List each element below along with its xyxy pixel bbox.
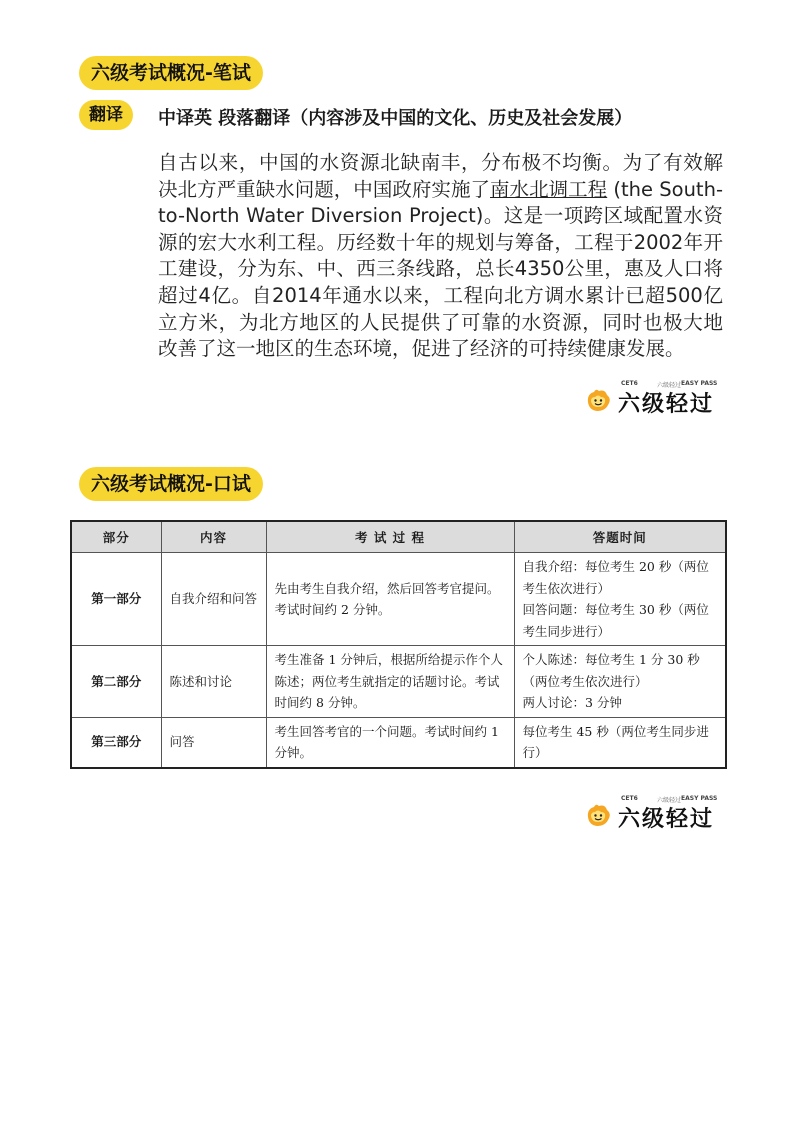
smiling-face-icon — [585, 388, 611, 412]
section-title-written: 六级考试概况-笔试 — [79, 56, 263, 90]
header-content: 内容 — [161, 521, 266, 553]
brand-logo — [585, 380, 725, 420]
table-row — [71, 717, 726, 768]
cell-part: 第三部分 — [71, 717, 161, 768]
logo-easypass-text: EASY PASS — [681, 380, 718, 387]
translation-passage — [158, 150, 723, 363]
logo-brand-text: 六级轻过 — [618, 392, 715, 417]
cell-part: 第二部分 — [71, 646, 161, 718]
time-line: 两人讨论：3 分钟 — [522, 695, 622, 710]
logo-small-text: 六级轻过 — [657, 797, 682, 804]
logo-cet6-text: CET6 — [621, 795, 638, 802]
cell-process: 考生准备 1 分钟后，根据所给提示作个人陈述；两位考生就指定的话题讨论。考试时间约 8 分钟。 — [266, 646, 514, 718]
table-row — [71, 646, 726, 718]
logo-easypass-text: EASY PASS — [681, 795, 718, 802]
cell-time — [514, 553, 726, 646]
logo-small-text: 六级轻过 — [657, 382, 682, 389]
table-row — [71, 553, 726, 646]
logo-cet6-text: CET6 — [621, 380, 638, 387]
translation-tag: 翻译 — [79, 100, 133, 130]
header-process: 考 试 过 程 — [266, 521, 514, 553]
passage-text-before: 自古以来，中国的水资源北缺南丰，分布极不均衡。为了有效解决北方严重缺水问题，中国政府实施了 — [158, 151, 723, 201]
cell-content: 陈述和讨论 — [161, 646, 266, 718]
oral-exam-table — [70, 520, 727, 769]
passage-text-after: (the South-to-North Water Diversion Project)。这是一项跨区域配置水资源的宏大水利工程。历经数十年的规划与筹备，工程于2002年开工建设，分为东、中、西三条线路，总长4350公里，惠及人口将超过4亿。自2014年通水以来，工程向北方调水累计已超500亿立方米，为北方地区的人民提供了可靠的水资源，同时也极大地改善了这一地区的生态环境，促进了经济的可持续健康发展。 — [158, 177, 723, 361]
cell-part: 第一部分 — [71, 553, 161, 646]
passage-underlined-term: 南水北调工程 — [490, 177, 608, 201]
header-part: 部分 — [71, 521, 161, 553]
translation-heading: 中译英 段落翻译（内容涉及中国的文化、历史及社会发展） — [158, 108, 633, 129]
cell-time — [514, 717, 726, 768]
time-line: 个人陈述：每位考生 1 分 30 秒（两位考生依次进行） — [522, 652, 700, 689]
smiling-face-icon — [585, 803, 611, 827]
cell-content: 自我介绍和问答 — [161, 553, 266, 646]
table-header-row — [71, 521, 726, 553]
cell-time — [514, 646, 726, 718]
time-line: 回答问题：每位考生 30 秒（两位考生同步进行） — [522, 602, 709, 639]
section-title-oral: 六级考试概况-口试 — [79, 467, 263, 501]
cell-process: 先由考生自我介绍，然后回答考官提问。考试时间约 2 分钟。 — [266, 553, 514, 646]
time-line: 自我介绍：每位考生 20 秒（两位考生依次进行） — [522, 559, 709, 596]
cell-content: 问答 — [161, 717, 266, 768]
cell-process: 考生回答考官的一个问题。考试时间约 1 分钟。 — [266, 717, 514, 768]
header-time: 答题时间 — [514, 521, 726, 553]
time-line: 每位考生 45 秒（两位考生同步进行） — [522, 723, 709, 760]
brand-logo — [585, 795, 725, 835]
logo-brand-text: 六级轻过 — [618, 807, 715, 832]
